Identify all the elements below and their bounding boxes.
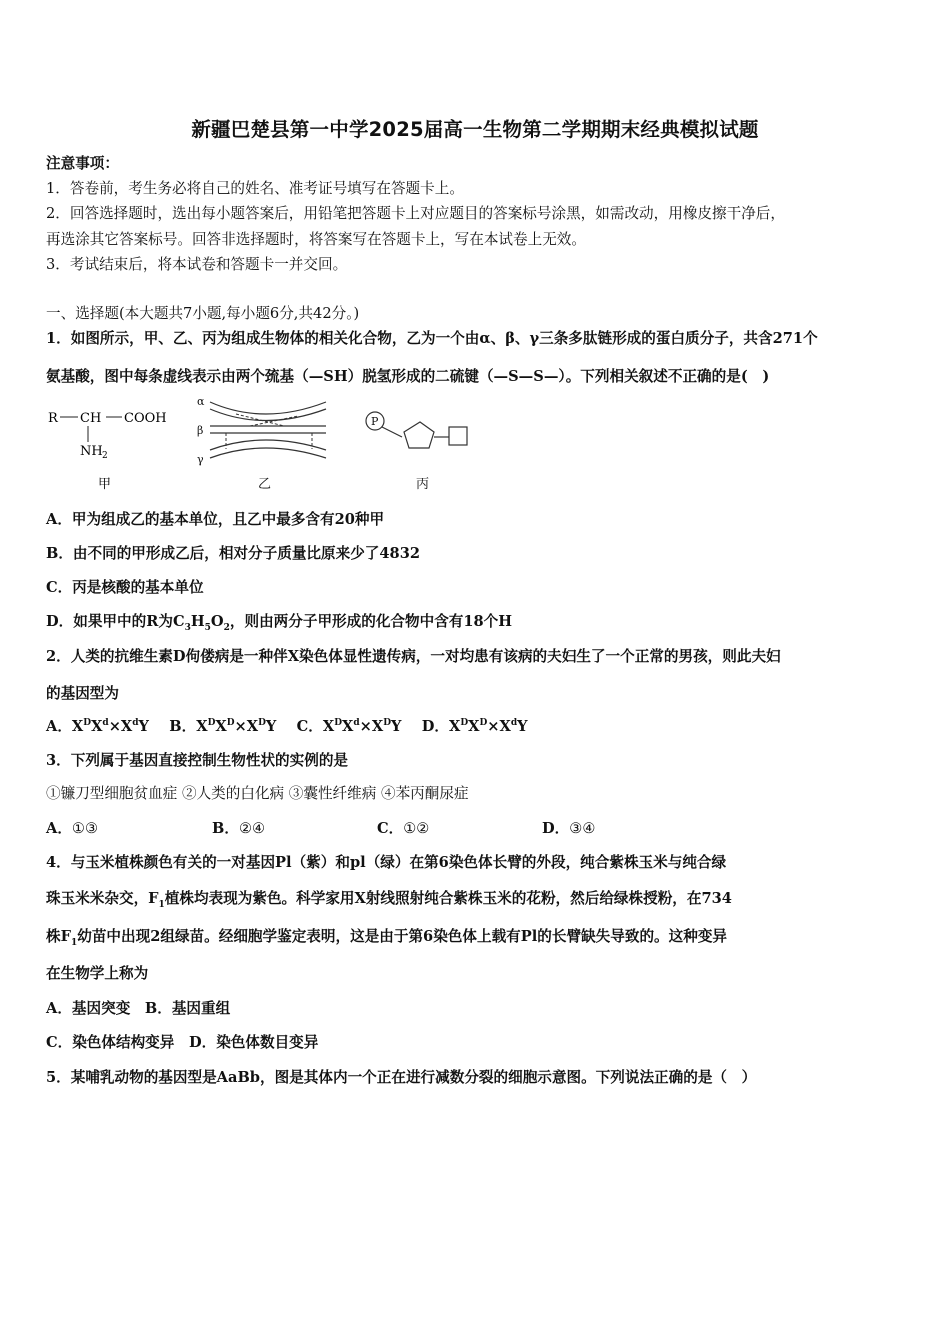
q4-stem-line3: 株$F_1$幼苗中出现2组绿苗。经细胞学鉴定表明，这是由于第6染色体上载有Pl的长臂缺失导致的。这种变异 — [46, 928, 728, 948]
chain-gamma-edge — [210, 448, 326, 458]
q1-option-a: A．甲为组成乙的基本单位，且乙中最多含有20种甲 — [46, 511, 385, 528]
pentose-sugar — [404, 422, 434, 448]
notice-item: 1．答卷前，考生务必将自己的姓名、准考证号填写在答题卡上。 — [46, 180, 464, 197]
q2-stem-line1: 2．人类的抗维生素D佝偻病是一种伴X染色体显性遗传病，一对均患有该病的夫妇生了一个正常的男孩，则此夫妇 — [46, 648, 781, 665]
q3-option-b: B．②④ — [212, 820, 266, 837]
chain-alpha-edge — [210, 409, 326, 421]
nucleotide-diagram — [366, 412, 467, 492]
q4-options-cd: C．染色体结构变异 D．染色体数目变异 — [46, 1034, 319, 1051]
q2-option-d: D．$X^DX^D\times X^dY$ — [421, 718, 528, 735]
label-yi: 乙 — [258, 477, 272, 492]
q2-option-a: A．$X^DX^d\times X^dY$ — [46, 718, 149, 735]
chain-alpha-label: α — [197, 395, 205, 408]
q1-stem-line2: 氨基酸，图中每条虚线表示由两个巯基（—SH）脱氢形成的二硫键（—S—S—）。下列相关叙述不正确的是( ) — [46, 368, 770, 385]
notice-item: 2．回答选择题时，选出每小题答案后，用铅笔把答题卡上对应题目的答案标号涂黑，如需改动，用橡皮擦干净后， — [46, 205, 785, 222]
q2-options — [46, 715, 910, 736]
q2-option-b: B．$X^DX^D\times X^DY$ — [169, 718, 277, 735]
base-square — [449, 427, 467, 445]
q1-option-b: B．由不同的甲形成乙后，相对分子质量比原来少了4832 — [46, 545, 421, 562]
notice-heading: 注意事项： — [46, 155, 119, 172]
q4-stem-line1: 4．与玉米植株颜色有关的一对基因Pl（紫）和pl（绿）在第6染色体长臂的外段，纯合紫株玉米与纯合绿 — [46, 854, 727, 871]
q3-option-a: A．①③ — [46, 820, 99, 837]
chain-beta-label: β — [197, 424, 204, 437]
formula-r: R — [48, 411, 58, 426]
protein-diagram — [197, 395, 326, 492]
page-title: 新疆巴楚县第一中学2025届高一生物第二学期期末经典模拟试题 — [191, 118, 759, 141]
q2-option-c: C．$X^DX^d\times X^DY$ — [296, 718, 402, 735]
q5-stem-line1: 5．某哺乳动物的基因型是AaBb，图是其体内一个正在进行减数分裂的细胞示意图。下列说法正确的是（ ） — [46, 1069, 757, 1086]
q4-options-ab: A．基因突变 B．基因重组 — [46, 1000, 231, 1017]
disulfide-bonds — [226, 414, 312, 449]
chain-gamma-label: γ — [197, 453, 204, 466]
notice-item: 3．考试结束后，将本试卷和答题卡一并交回。 — [46, 256, 348, 273]
section-heading: 一、选择题(本大题共7小题,每小题6分,共42分。) — [46, 305, 360, 322]
label-jia: 甲 — [98, 477, 112, 492]
q4-stem-line2: 珠玉米米杂交，$F_1$植株均表现为紫色。科学家用X射线照射纯合紫株玉米的花粉，然后给绿株授粉，在734 — [46, 890, 732, 910]
q1-figure — [44, 392, 484, 496]
q1-stem-line1: 1．如图所示，甲、乙、丙为组成生物体的相关化合物，乙为一个由α、β、γ三条多肽链形成的蛋白质分子，共含271个 — [46, 330, 818, 347]
label-bing: 丙 — [416, 477, 430, 492]
q1-option-d: D．如果甲中的R为$C_3H_5O_2$，则由两分子甲形成的化合物中含有18个H — [46, 613, 513, 633]
chain-alpha — [210, 402, 326, 414]
formula-ch: CH — [80, 411, 102, 426]
phosphate-label: P — [371, 415, 379, 428]
q3-stem-line1: 3．下列属于基因直接控制生物性状的实例的是 — [46, 752, 349, 769]
formula-nh: NH — [80, 444, 103, 459]
notice-item: 再选涂其它答案标号。回答非选择题时，将答案写在答题卡上，写在本试卷上无效。 — [46, 231, 586, 248]
formula-cooh: COOH — [124, 411, 167, 426]
q3-option-d: D．③④ — [542, 820, 596, 837]
q3-option-c: C．①② — [377, 820, 430, 837]
q1-option-c: C．丙是核酸的基本单位 — [46, 579, 204, 596]
formula-sub: 2 — [102, 451, 108, 461]
q2-stem-line2: 的基因型为 — [46, 685, 119, 702]
amino-acid-structure — [48, 411, 167, 461]
q3-stem-line2: ①镰刀型细胞贫血症 ②人类的白化病 ③囊性纤维病 ④苯丙酮尿症 — [46, 785, 469, 802]
q4-stem-line4: 在生物学上称为 — [46, 965, 149, 982]
